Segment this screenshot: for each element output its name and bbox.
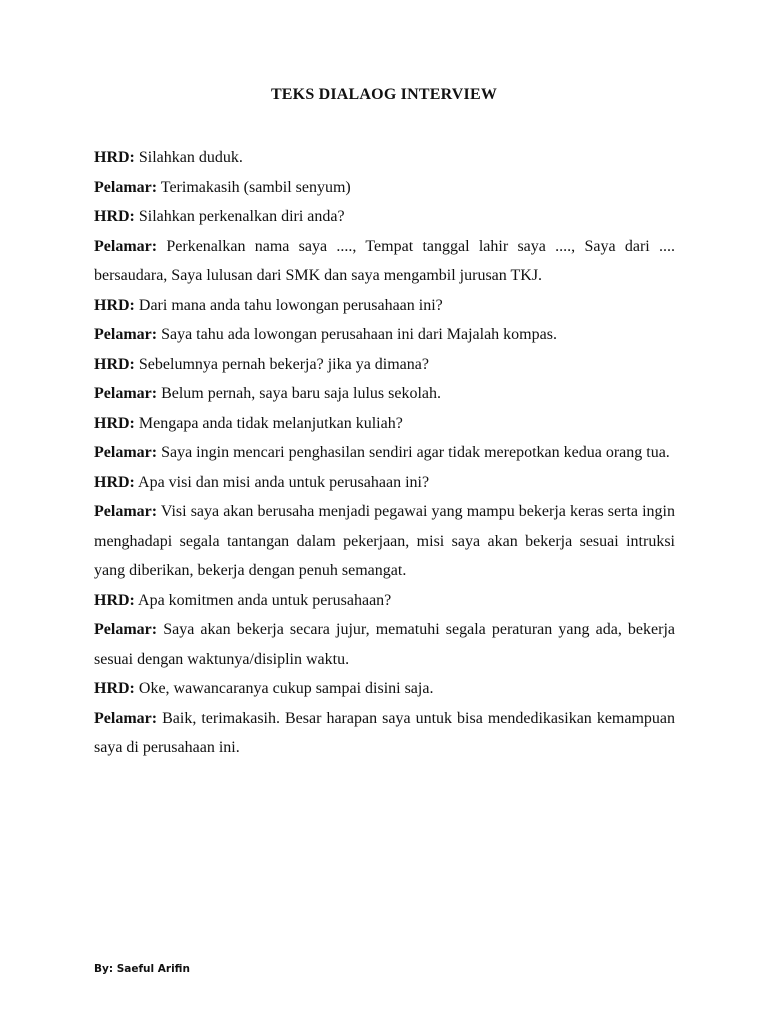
dialog-text: Apa komitmen anda untuk perusahaan?	[138, 591, 392, 609]
dialog-text: Baik, terimakasih. Besar harapan saya untuk bisa mendedikasikan kemampuan saya di perusahaan ini.	[94, 709, 676, 756]
dialog-line	[94, 674, 675, 704]
speaker-label: Pelamar:	[94, 237, 158, 255]
dialog-line	[94, 704, 675, 763]
dialog-line	[94, 586, 675, 616]
speaker-label: HRD:	[94, 680, 135, 697]
dialog-text: Terimakasih (sambil senyum)	[160, 178, 351, 196]
dialog-line	[94, 202, 675, 232]
author-footer: By: Saeful Arifin	[94, 963, 190, 975]
dialog-text: Sebelumnya pernah bekerja? jika ya dimana?	[138, 355, 429, 373]
speaker-label: HRD:	[94, 473, 135, 491]
dialog-line	[94, 143, 675, 173]
dialog-text: Dari mana anda tahu lowongan perusahaan ini?	[138, 296, 443, 314]
speaker-label: Pelamar:	[94, 621, 158, 638]
speaker-label: HRD:	[94, 414, 135, 432]
dialog-body	[94, 143, 675, 763]
speaker-label: Pelamar:	[94, 709, 158, 727]
speaker-label: HRD:	[94, 355, 135, 373]
speaker-label: Pelamar:	[94, 178, 158, 196]
dialog-line	[94, 320, 675, 350]
dialog-text: Perkenalkan nama saya ...., Tempat tanggal lahir saya ...., Saya dari .... bersaudara, Saya lulusan dari SMK dan saya mengambil jurusan TKJ.	[94, 237, 676, 284]
speaker-label: Pelamar:	[94, 503, 158, 520]
dialog-line	[94, 350, 675, 380]
dialog-line	[94, 173, 675, 203]
page-title: TEKS DIALAOG INTERVIEW	[270, 86, 498, 103]
dialog-line	[94, 409, 675, 439]
dialog-line	[94, 291, 675, 321]
speaker-label: HRD:	[94, 149, 135, 166]
dialog-line	[94, 497, 675, 586]
dialog-line	[94, 232, 675, 291]
dialog-text: Saya tahu ada lowongan perusahaan ini dari Majalah kompas.	[161, 326, 557, 343]
speaker-label: Pelamar:	[94, 444, 158, 461]
dialog-text: Apa visi dan misi anda untuk perusahaan ini?	[138, 473, 430, 491]
dialog-text: Oke, wawancaranya cukup sampai disini saja.	[138, 680, 434, 697]
dialog-text: Mengapa anda tidak melanjutkan kuliah?	[138, 414, 403, 432]
dialog-line	[94, 615, 675, 674]
dialog-line	[94, 379, 675, 409]
dialog-text: Belum pernah, saya baru saja lulus sekolah.	[161, 385, 441, 402]
speaker-label: Pelamar:	[94, 326, 158, 343]
dialog-text: Silahkan duduk.	[138, 149, 243, 166]
speaker-label: HRD:	[94, 296, 135, 314]
speaker-label: HRD:	[94, 591, 135, 609]
dialog-line	[94, 468, 675, 498]
dialog-line	[94, 438, 675, 468]
dialog-text: Saya ingin mencari penghasilan sendiri agar tidak merepotkan kedua orang tua.	[161, 444, 670, 461]
dialog-text: Saya akan bekerja secara jujur, mematuhi segala peraturan yang ada, bekerja sesuai dengan waktunya/disiplin waktu.	[94, 621, 676, 668]
dialog-text: Silahkan perkenalkan diri anda?	[138, 208, 345, 225]
speaker-label: HRD:	[94, 208, 135, 225]
dialog-text: Visi saya akan berusaha menjadi pegawai yang mampu bekerja keras serta ingin menghadapi segala tantangan dalam pekerjaan, misi saya akan bekerja sesuai intruksi yang diberikan, bekerja dengan penuh semangat.	[94, 503, 675, 579]
speaker-label: Pelamar:	[94, 385, 158, 402]
